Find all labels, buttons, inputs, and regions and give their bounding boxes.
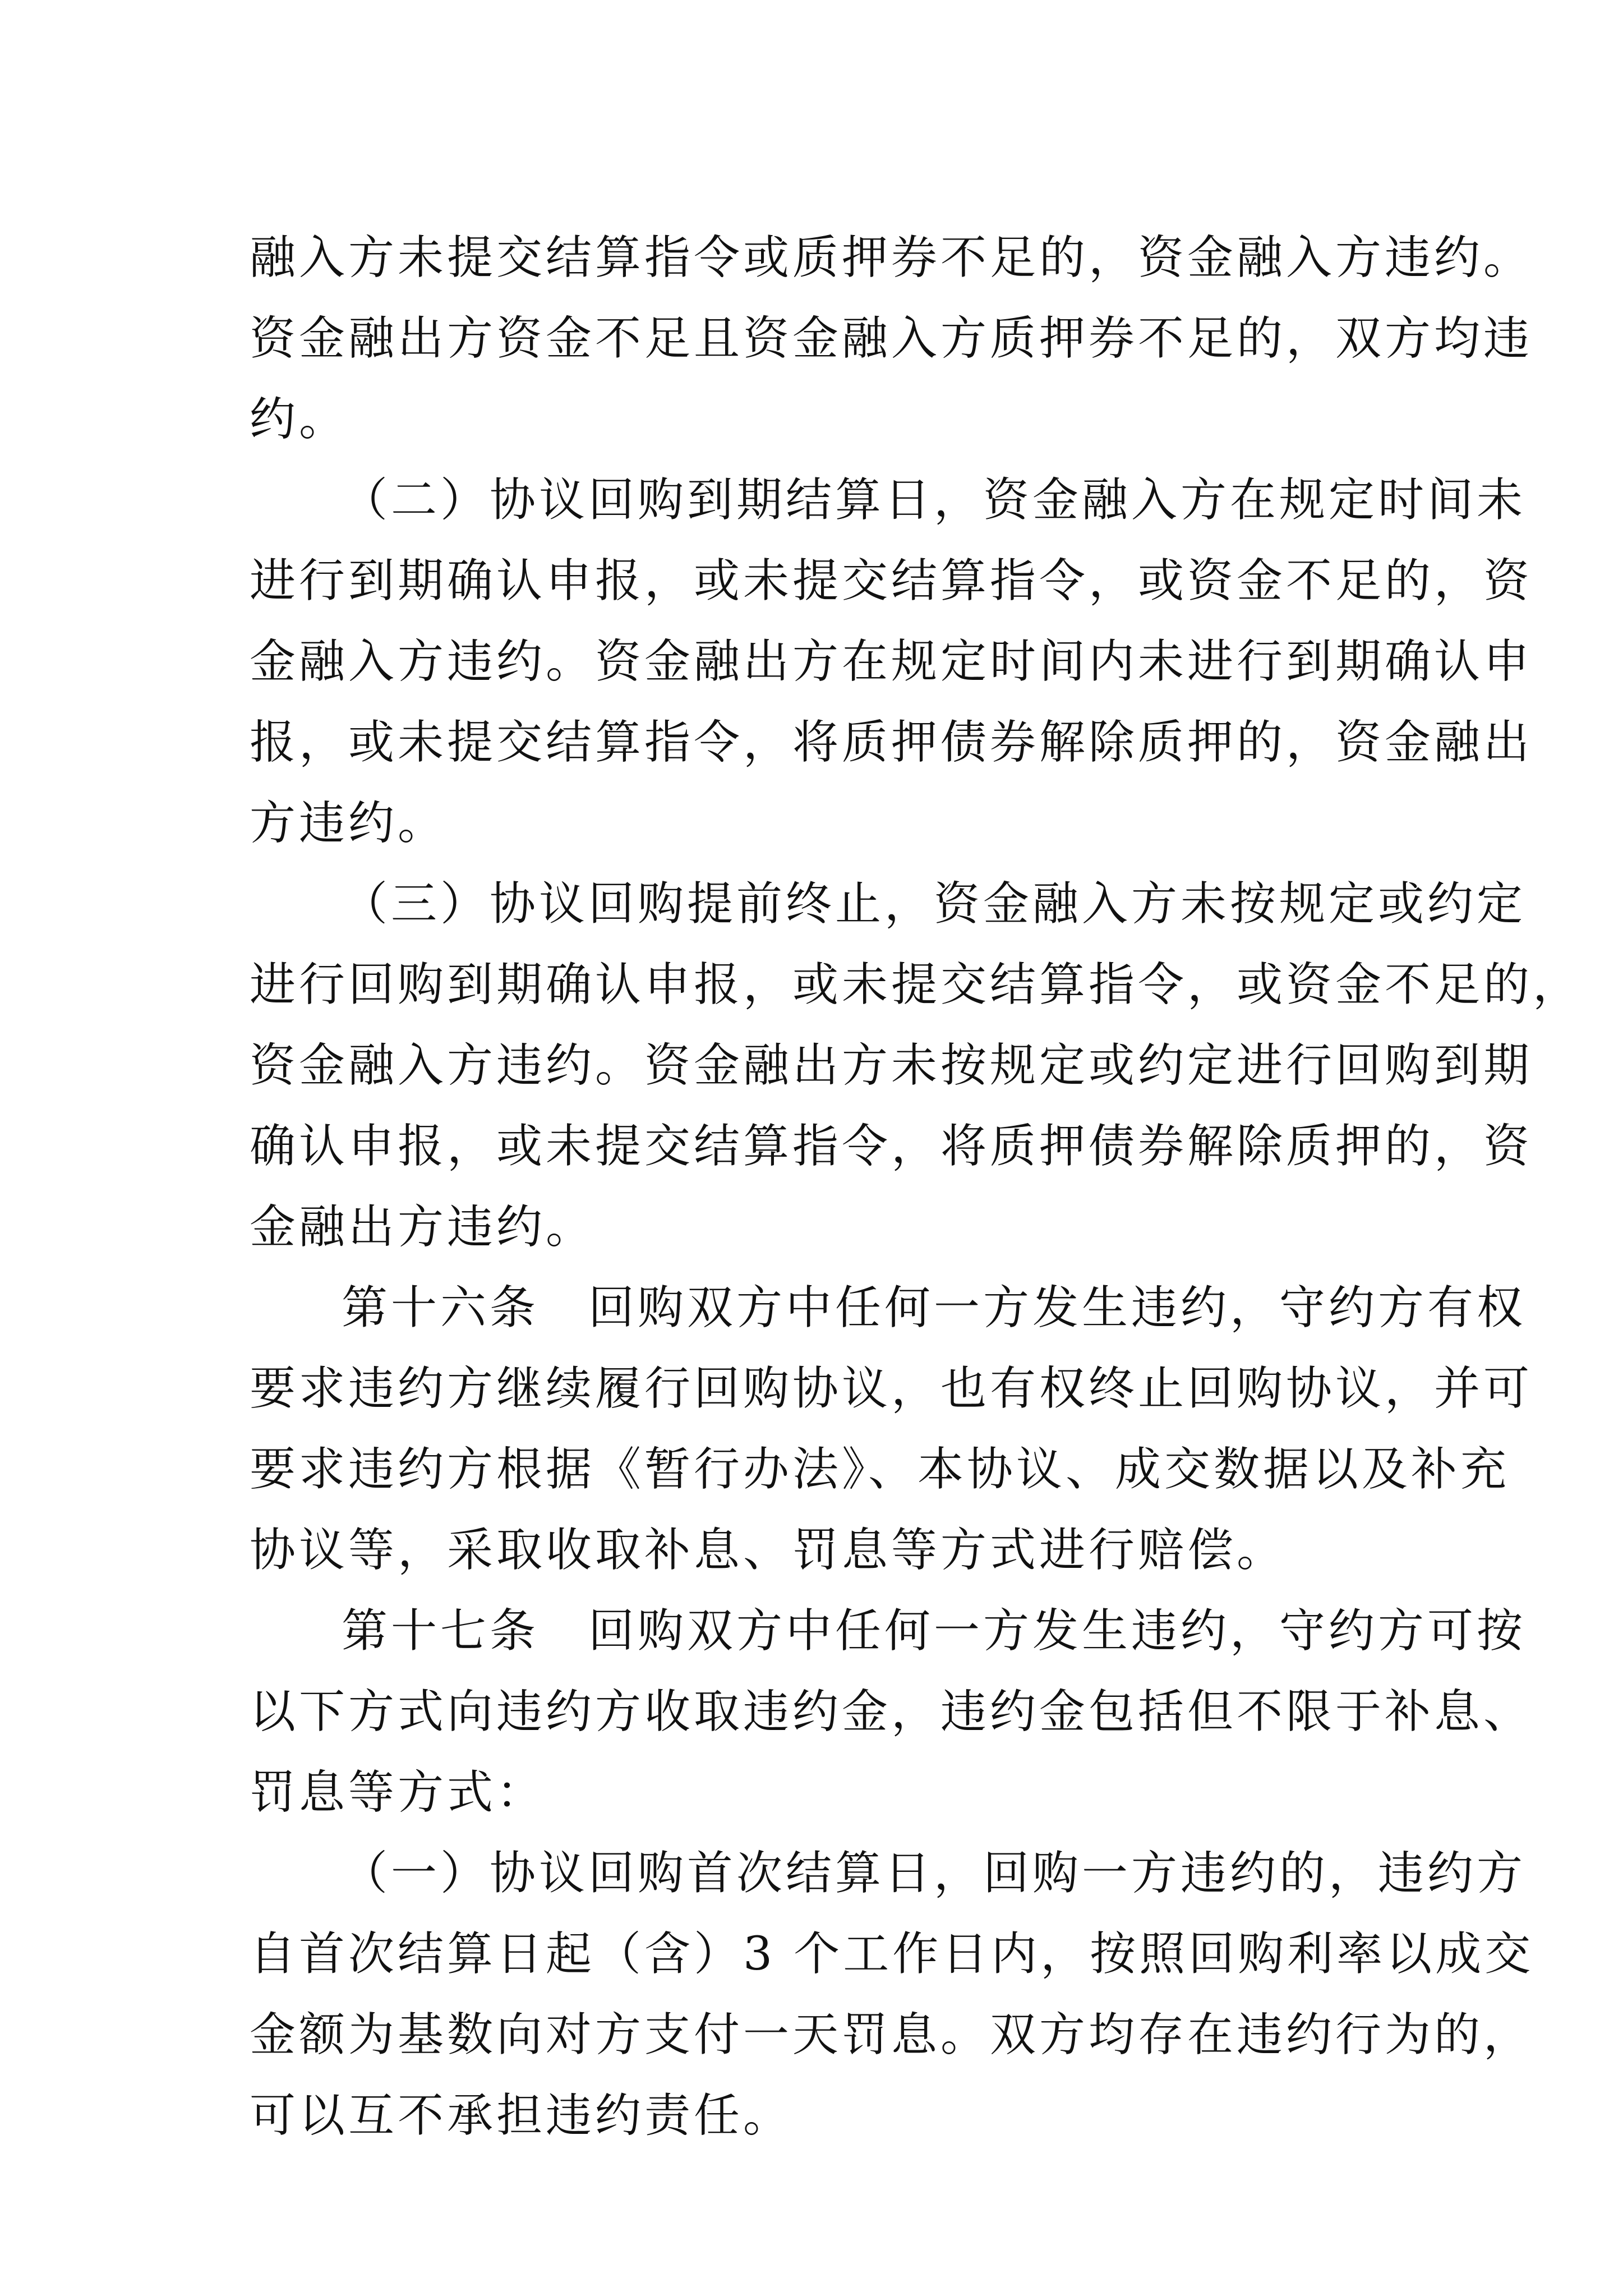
text-line: 资金融出方资金不足且资金融入方质押券不足的，双方均违: [250, 312, 1533, 365]
text-line: 要求违约方继续履行回购协议，也有权终止回购协议，并可: [250, 1362, 1533, 1415]
document-body: [250, 218, 1583, 2156]
text-line: 金额为基数向对方支付一天罚息。双方均存在违约行为的，: [250, 2008, 1533, 2062]
text-line: 可以互不承担违约责任。: [250, 2089, 793, 2142]
text-line: 约。: [250, 393, 349, 446]
text-line: （三）协议回购提前终止，资金融入方未按规定或约定: [342, 877, 1527, 931]
text-line: 协议等，采取收取补息、罚息等方式进行赔偿。: [250, 1524, 1287, 1577]
text-line: 金融出方违约。: [250, 1200, 596, 1254]
text-line: 罚息等方式：: [250, 1766, 546, 1819]
text-line: 第十六条 回购双方中任何一方发生违约，守约方有权: [342, 1281, 1527, 1335]
text-line: 融入方未提交结算指令或质押券不足的，资金融入方违约。: [250, 231, 1533, 284]
text-line: 方违约。: [250, 797, 448, 850]
text-line: 进行到期确认申报，或未提交结算指令，或资金不足的，资: [250, 554, 1533, 608]
text-line: 要求违约方根据《暂行办法》、本协议、成交数据以及补充: [250, 1443, 1510, 1496]
text-line: 金融入方违约。资金融出方在规定时间内未进行到期确认申: [250, 635, 1533, 688]
text-line: （二）协议回购到期结算日，资金融入方在规定时间未: [342, 473, 1527, 527]
text-line: 确认申报，或未提交结算指令，将质押债券解除质押的，资: [250, 1120, 1533, 1173]
text-line: （一）协议回购首次结算日，回购一方违约的，违约方: [342, 1847, 1527, 1900]
text-line: 资金融入方违约。资金融出方未按规定或约定进行回购到期: [250, 1039, 1533, 1092]
text-line: 第十七条 回购双方中任何一方发生违约，守约方可按: [342, 1604, 1527, 1658]
text-line: 报，或未提交结算指令，将质押债券解除质押的，资金融出: [250, 716, 1533, 769]
text-line: 自首次结算日起（含）3 个工作日内，按照回购利率以成交: [250, 1927, 1534, 1981]
text-line: 以下方式向违约方收取违约金，违约金包括但不限于补息、: [250, 1685, 1533, 1738]
text-line: 进行回购到期确认申报，或未提交结算指令，或资金不足的，: [250, 958, 1583, 1011]
